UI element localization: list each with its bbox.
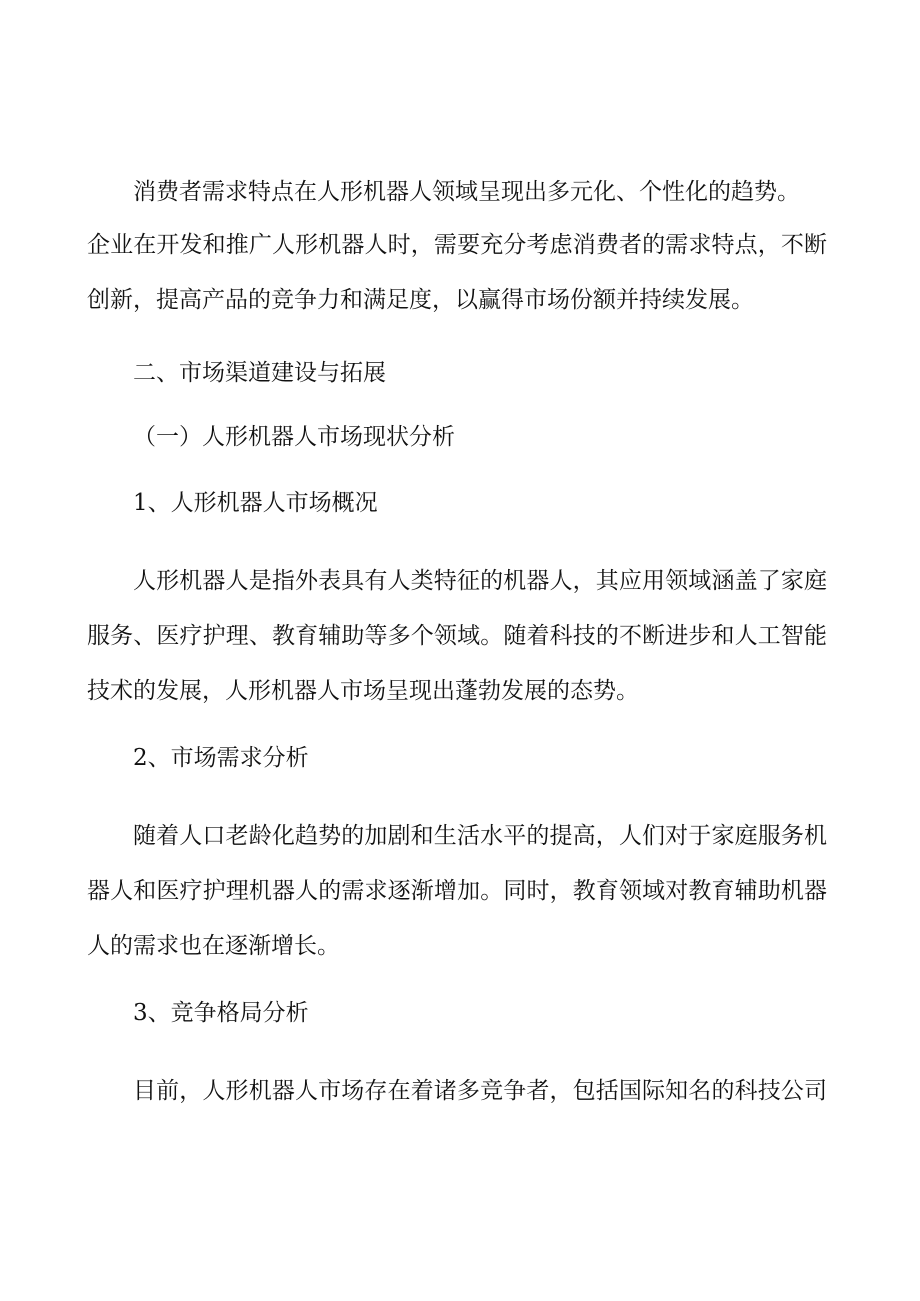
paragraph-line: 服务、医疗护理、教育辅助等多个领域。随着科技的不断进步和人工智能 (87, 623, 827, 649)
item-heading: 3、竞争格局分析 (133, 1000, 309, 1026)
paragraph-line: 随着人口老龄化趋势的加剧和生活水平的提高，人们对于家庭服务机 (133, 823, 827, 849)
paragraph-line: 器人和医疗护理机器人的需求逐渐增加。同时，教育领域对教育辅助机器 (87, 878, 827, 904)
item-heading: 1、人形机器人市场概况 (133, 490, 378, 516)
paragraph-line: 目前，人形机器人市场存在着诸多竞争者，包括国际知名的科技公司 (133, 1078, 827, 1104)
section-heading: 二、市场渠道建设与拓展 (133, 360, 386, 386)
paragraph-line: 企业在开发和推广人形机器人时，需要充分考虑消费者的需求特点，不断 (87, 232, 827, 258)
paragraph-line: 人的需求也在逐渐增长。 (87, 933, 340, 959)
subsection-heading: （一）人形机器人市场现状分析 (133, 424, 455, 450)
paragraph-line: 创新，提高产品的竞争力和满足度，以赢得市场份额并持续发展。 (87, 287, 754, 313)
item-heading: 2、市场需求分析 (133, 745, 309, 771)
paragraph-line: 消费者需求特点在人形机器人领域呈现出多元化、个性化的趋势。 (133, 179, 800, 205)
paragraph-line: 人形机器人是指外表具有人类特征的机器人，其应用领域涵盖了家庭 (133, 568, 827, 594)
paragraph-line: 技术的发展，人形机器人市场呈现出蓬勃发展的态势。 (87, 678, 639, 704)
